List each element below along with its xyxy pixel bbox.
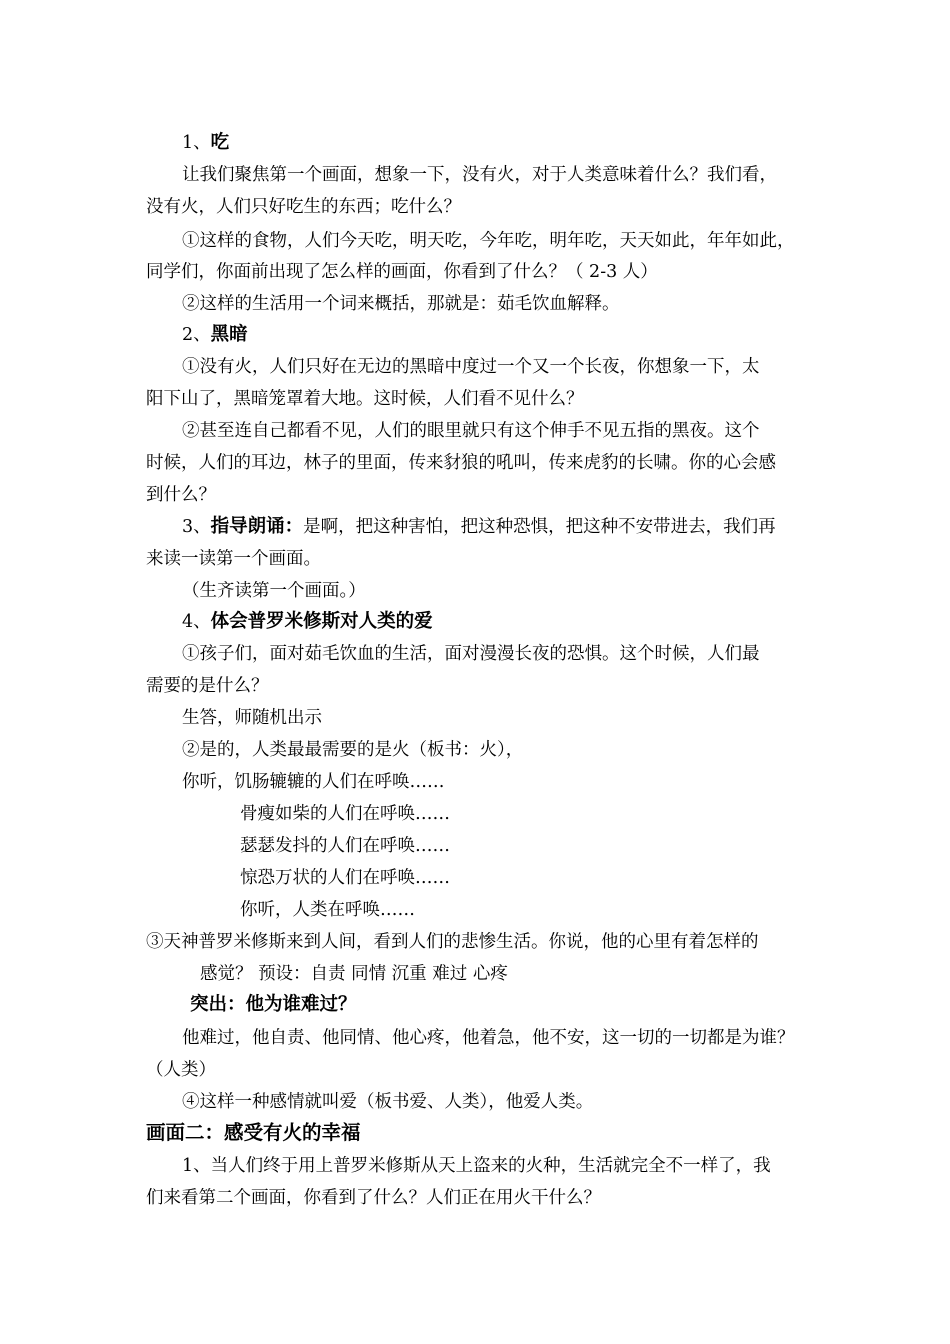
- section-heading-3: [182, 515, 776, 539]
- paragraph-line: ②甚至连自己都看不见，人们的眼里就只有这个伸手不见五指的黑夜。这个: [182, 421, 760, 441]
- section-number: 3、: [182, 517, 211, 537]
- poem-line: 你听，人类在呼唤……: [240, 900, 415, 920]
- paragraph-line: 感觉？ 预设：自责 同情 沉重 难过 心疼: [200, 964, 508, 984]
- section-heading-1: [182, 131, 229, 155]
- poem-line: 瑟瑟发抖的人们在呼唤……: [240, 836, 450, 856]
- paragraph-line: 生答，师随机出示: [182, 708, 322, 728]
- paragraph-line: ①孩子们，面对茹毛饮血的生活，面对漫漫长夜的恐惧。这个时候，人们最: [182, 644, 760, 664]
- paragraph-line: （人类）: [146, 1060, 216, 1080]
- paragraph-line: （生齐读第一个画面。）: [182, 581, 366, 601]
- paragraph-text: 是啊，把这种害怕，把这种恐惧，把这种不安带进去，我们再: [303, 517, 776, 537]
- paragraph-line: 同学们，你面前出现了怎么样的画面，你看到了什么？（ 2-3 人）: [146, 262, 658, 282]
- paragraph-line: ①没有火，人们只好在无边的黑暗中度过一个又一个长夜，你想象一下，太: [182, 357, 760, 377]
- section-title: 吃: [210, 132, 230, 153]
- paragraph-line: 阳下山了，黑暗笼罩着大地。这时候，人们看不见什么？: [146, 389, 584, 409]
- poem-line: 惊恐万状的人们在呼唤……: [240, 868, 450, 888]
- paragraph-line: 让我们聚焦第一个画面，想象一下，没有火，对于人类意味着什么？我们看，: [182, 165, 777, 185]
- paragraph-line: 时候，人们的耳边，林子的里面，传来豺狼的吼叫，传来虎豹的长啸。你的心会感: [146, 453, 776, 473]
- paragraph-line: 到什么？: [146, 485, 216, 505]
- paragraph-line: ②这样的生活用一个词来概括，那就是：茹毛饮血解释。: [182, 294, 620, 314]
- poem-line: 骨瘦如柴的人们在呼唤……: [240, 804, 450, 824]
- paragraph-line: 1、当人们终于用上普罗米修斯从天上盗来的火种，生活就完全不一样了，我: [182, 1156, 771, 1176]
- section-number: 2、: [182, 325, 211, 345]
- section-number: 4、: [182, 612, 211, 632]
- section-title: 指导朗诵：: [210, 516, 304, 537]
- section-heading-2: [182, 323, 248, 347]
- paragraph-line: 他难过，他自责、他同情、他心疼，他着急，他不安，这一切的一切都是为谁？: [182, 1028, 795, 1048]
- paragraph-line: 需要的是什么？: [146, 676, 269, 696]
- paragraph-line: 们来看第二个画面，你看到了什么？人们正在用火干什么？: [146, 1188, 601, 1208]
- poem-line: 你听，饥肠辘辘的人们在呼唤……: [182, 772, 445, 792]
- paragraph-line: ②是的，人类最最需要的是火（板书：火），: [182, 740, 524, 760]
- section-title: 黑暗: [210, 324, 248, 345]
- section-number: 1、: [182, 133, 211, 153]
- paragraph-line: 来读一读第一个画面。: [146, 549, 321, 569]
- paragraph-line: ①这样的食物，人们今天吃，明天吃，今年吃，明年吃，天天如此，年年如此，: [182, 231, 795, 251]
- scene-heading: 画面二：感受有火的幸福: [146, 1121, 361, 1144]
- section-heading-4: [182, 610, 433, 634]
- highlight-heading: 突出：他为谁难过？: [190, 994, 357, 1015]
- section-title: 体会普罗米修斯对人类的爱: [210, 611, 433, 632]
- paragraph-line: ③天神普罗米修斯来到人间，看到人们的悲惨生活。你说，他的心里有着怎样的: [146, 932, 759, 952]
- paragraph-line: 没有火，人们只好吃生的东西；吃什么？: [146, 197, 461, 217]
- paragraph-line: ④这样一种感情就叫爱（板书爱、人类），他爱人类。: [182, 1092, 594, 1112]
